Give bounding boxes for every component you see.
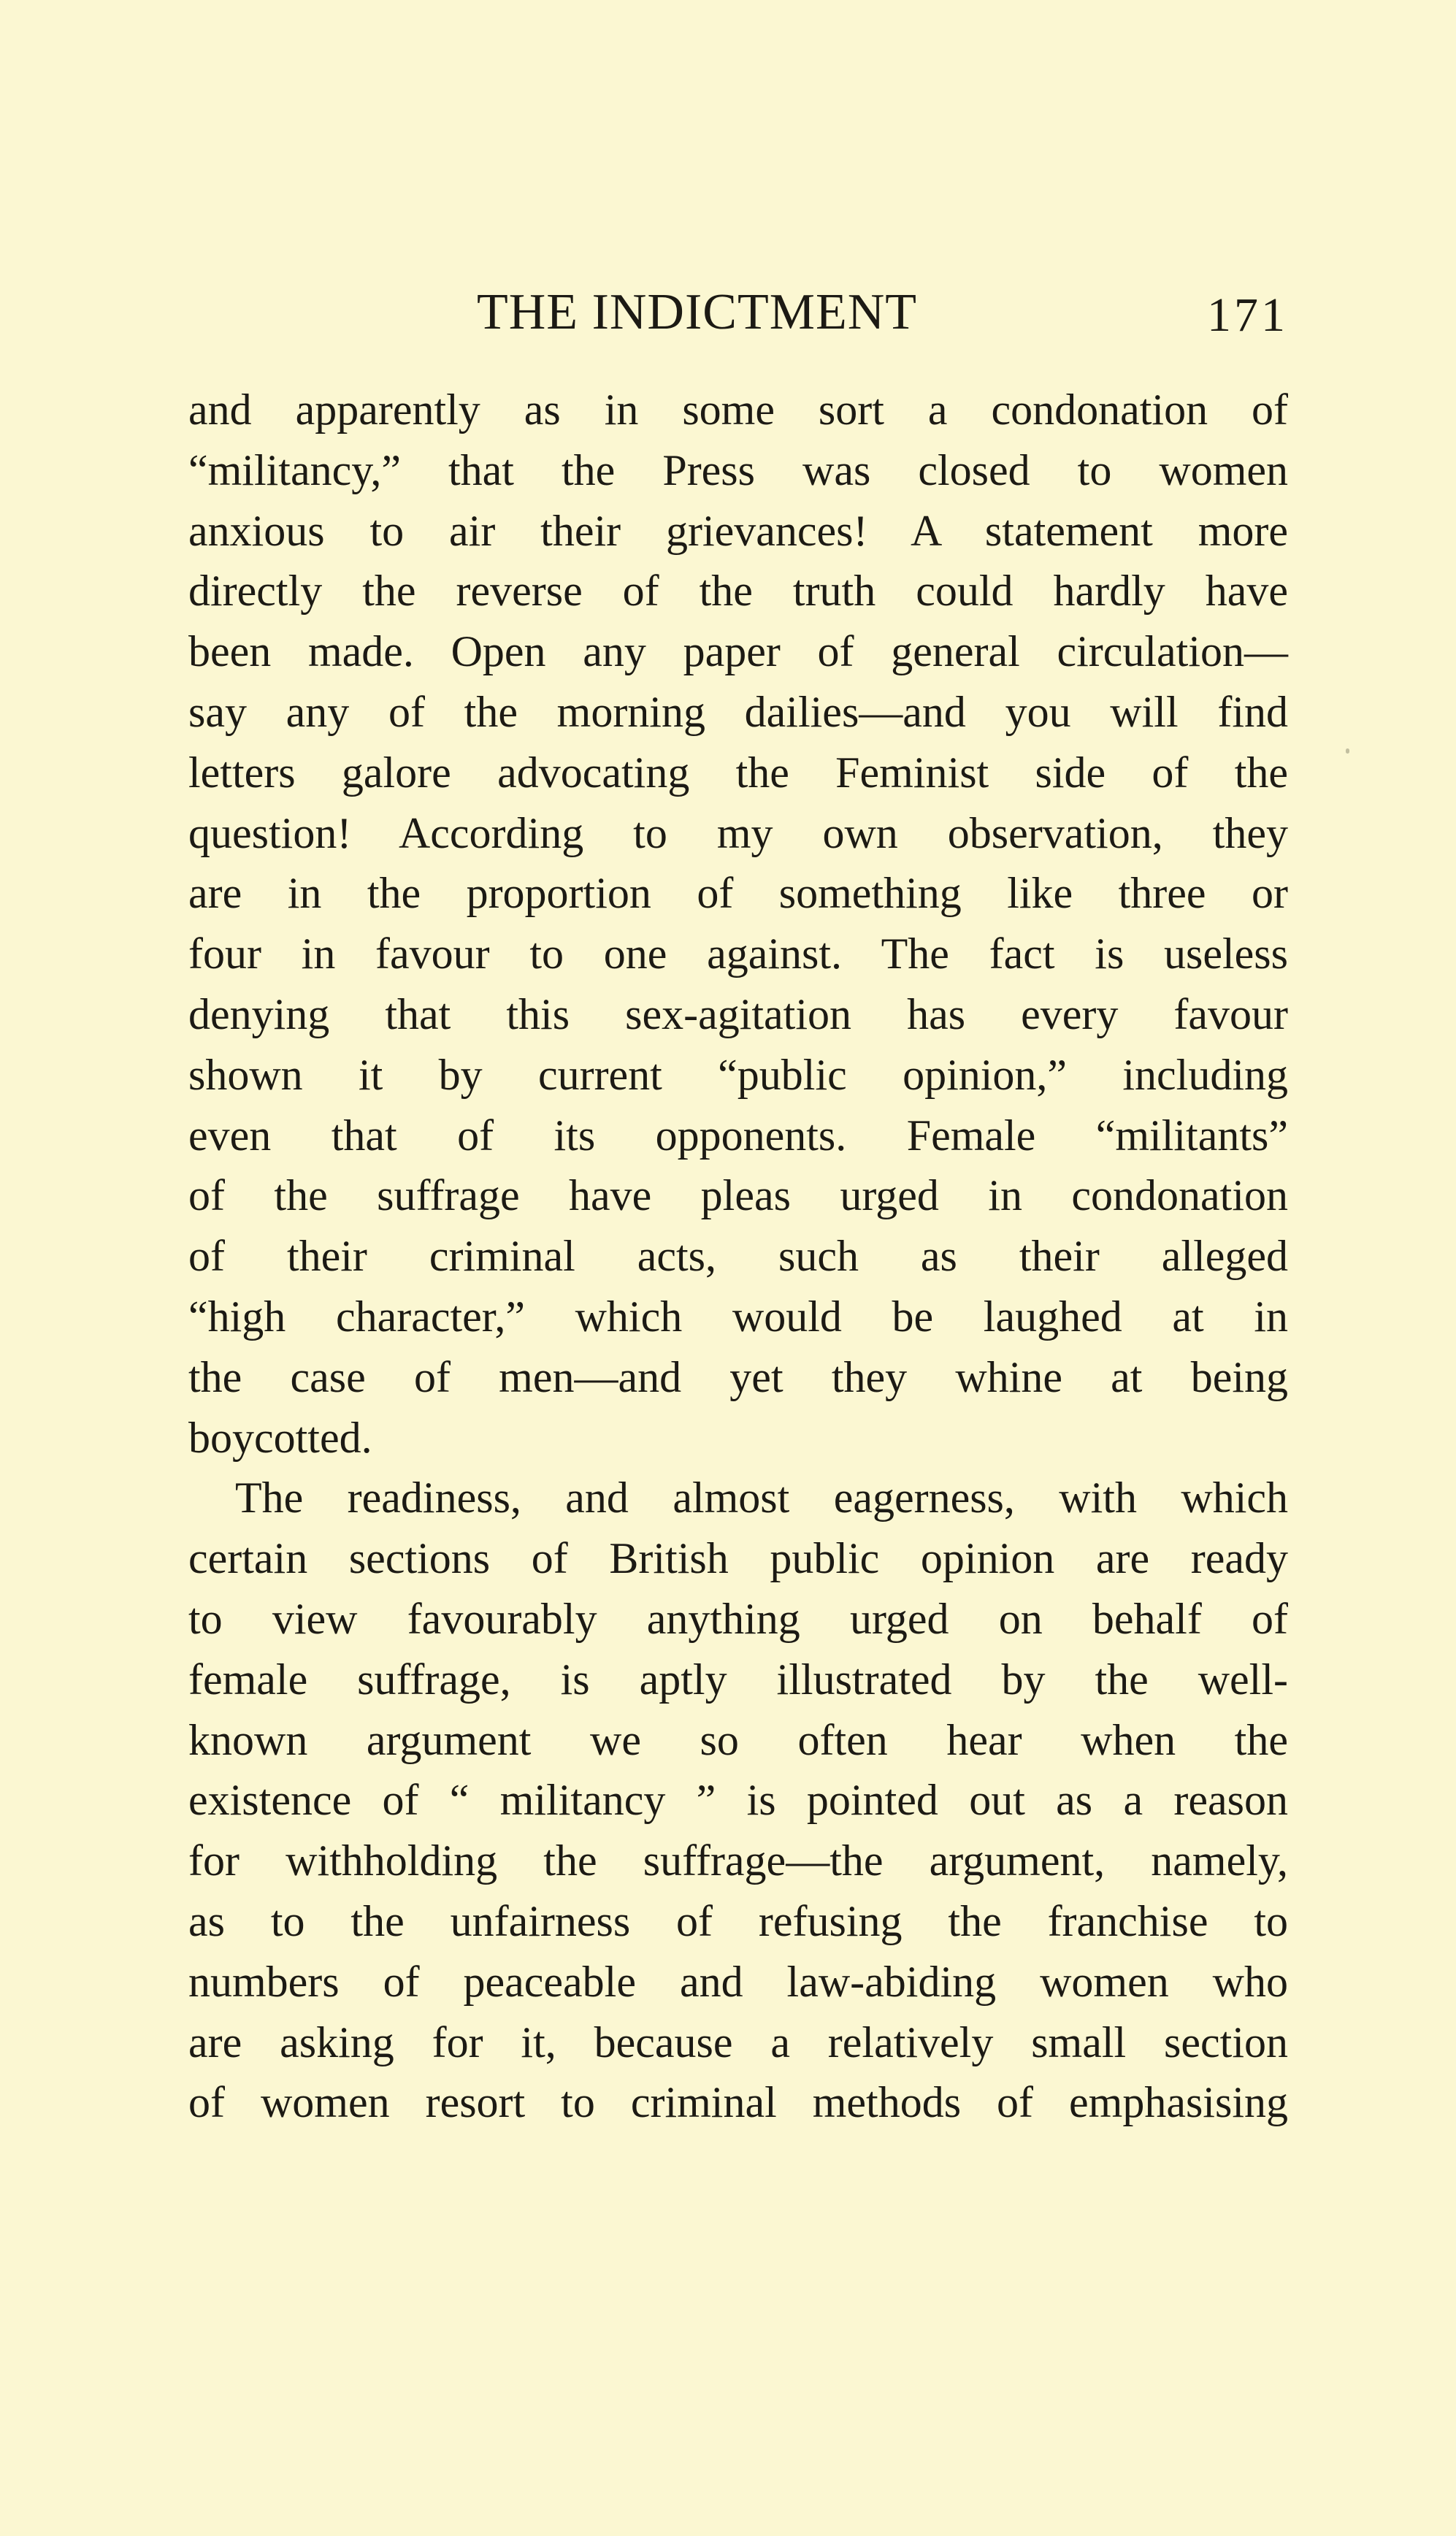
running-head: [188, 283, 1288, 342]
text-line: question! According to my own observation, they: [188, 808, 1288, 857]
text-line: denying that this sex-agitation has every favour: [188, 989, 1288, 1038]
text-line: four in favour to one against. The fact is useless: [188, 930, 1288, 978]
text-line: to view favourably anything urged on behalf of: [188, 1594, 1288, 1643]
paragraph-2: [188, 1468, 1288, 2133]
text-line: directly the reverse of the truth could hardly have: [188, 567, 1288, 616]
text-line: of their criminal acts, such as their alleged: [188, 1232, 1288, 1281]
text-line: The readiness, and almost eagerness, with which: [235, 1474, 1288, 1522]
text-line: say any of the morning dailies—and you will find: [188, 687, 1288, 736]
text-line: even that of its opponents. Female “militants”: [188, 1111, 1288, 1160]
paper-speck: [1346, 748, 1349, 754]
text-line: existence of “ militancy ” is pointed out as a reason: [188, 1776, 1288, 1825]
running-title: THE INDICTMENT: [477, 284, 918, 340]
text-line: for withholding the suffrage—the argument, namely,: [188, 1836, 1288, 1885]
text-line: “militancy,” that the Press was closed to women: [188, 445, 1288, 494]
text-line: been made. Open any paper of general circulation—: [188, 627, 1288, 676]
text-line: numbers of peaceable and law-abiding women who: [188, 1957, 1288, 2006]
text-line: shown it by current “public opinion,” including: [188, 1050, 1288, 1099]
text-line: are asking for it, because a relatively small section: [188, 2018, 1288, 2066]
text-line: of women resort to criminal methods of emphasising: [188, 2078, 1288, 2127]
text-line: the case of men—and yet they whine at being: [188, 1352, 1288, 1401]
body-text: [188, 380, 1288, 2133]
text-line: and apparently as in some sort a condonation of: [188, 386, 1288, 434]
text-line: are in the proportion of something like three or: [188, 869, 1288, 918]
text-line: boycotted.: [188, 1413, 372, 1462]
text-line: “high character,” which would be laughed at in: [188, 1292, 1288, 1341]
text-line: certain sections of British public opinion are ready: [188, 1534, 1288, 1583]
text-line: of the suffrage have pleas urged in condonation: [188, 1171, 1288, 1220]
text-line: female suffrage, is aptly illustrated by the well-: [188, 1655, 1288, 1704]
page-number: 171: [1207, 288, 1288, 342]
paragraph-1: [188, 380, 1288, 1468]
text-line: as to the unfairness of refusing the franchise to: [188, 1896, 1288, 1945]
text-line: letters galore advocating the Feminist side of the: [188, 748, 1288, 797]
text-line: anxious to air their grievances! A statement more: [188, 506, 1288, 555]
text-line: known argument we so often hear when the: [188, 1715, 1288, 1764]
